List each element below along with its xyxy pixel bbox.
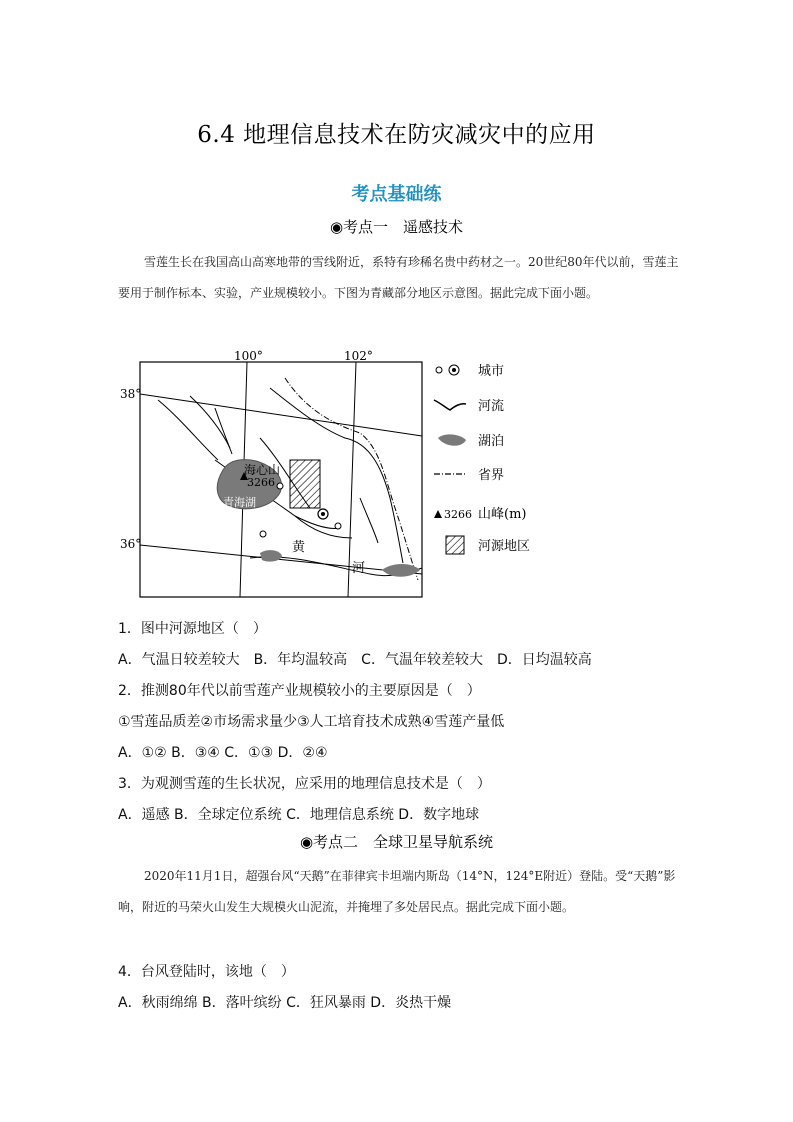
- legend-source-area: 河源地区: [478, 539, 531, 554]
- river-label-2: 河: [352, 561, 366, 576]
- intro-paragraph-1: 雪莲生长在我国高山高寒地带的雪线附近，系特有珍稀名贵中药材之一。20世纪80年代以前，雪莲主要用于制作标本、实验，产业规模较小。下图为青藏部分地区示意图。据此完成下面小题。: [118, 255, 679, 300]
- question-4-options: A．秋雨绵绵 B．落叶缤纷 C．狂风暴雨 D．炎热干燥: [118, 995, 452, 1011]
- question-2-statements: ①雪莲品质差②市场需求量少③人工培育技术成熟④雪莲产量低: [118, 714, 505, 730]
- lat-label-38: 38°: [120, 387, 142, 401]
- question-3-options: A．遥感 B．全球定位系统 C．地理信息系统 D．数字地球: [118, 807, 480, 823]
- city-marker: [260, 531, 266, 537]
- page-title: 6.4 地理信息技术在防灾减灾中的应用: [197, 122, 596, 148]
- city-marker: [335, 523, 341, 529]
- legend-river: 河流: [478, 399, 505, 414]
- section-heading-1: ◉考点一 遥感技术: [329, 218, 464, 236]
- lon-label-102: 102°: [344, 349, 373, 363]
- legend-border: 省界: [478, 468, 505, 483]
- lake-icon: [438, 434, 466, 445]
- river-icon: [434, 400, 466, 410]
- river-label-1: 黄: [292, 540, 306, 555]
- intro-paragraph-2: 2020年11月1日，超强台风“天鹅”在菲律宾卡坦端内斯岛（14°N，124°E附近）登陆。受“天鹅”影响，附近的马荣火山发生大规模火山泥流，并掩埋了多处居民点。据此完成下面小题。: [118, 869, 676, 914]
- question-1: 1．图中河源地区（ ）: [118, 621, 267, 637]
- map-legend: [434, 364, 530, 554]
- question-2-options: A．①② B．③④ C．①③ D．②④: [118, 745, 328, 761]
- capital-marker-dot: [321, 512, 325, 516]
- legend-city: 城市: [478, 364, 505, 379]
- legend-lake: 湖泊: [478, 434, 505, 449]
- question-3: 3．为观测雪莲的生长状况，应采用的地理信息技术是（ ）: [118, 776, 491, 792]
- lon-label-100: 100°: [234, 349, 263, 363]
- city-marker: [277, 483, 283, 489]
- peak-icon: [434, 510, 442, 518]
- lat-label-36: 36°: [120, 537, 142, 551]
- question-4: 4．台风登陆时，该地（ ）: [118, 964, 295, 980]
- section-heading-2: ◉考点二 全球卫星导航系统: [299, 833, 494, 851]
- map-svg: [120, 348, 550, 603]
- source-area-icon: [446, 536, 464, 554]
- section-subtitle: 考点基础练: [351, 184, 442, 205]
- lake-label: 青海湖: [223, 496, 256, 509]
- question-2: 2．推测80年代以前雪莲产业规模较小的主要原因是（ ）: [118, 683, 481, 699]
- legend-peak: 山峰(m): [478, 507, 527, 522]
- peak-elevation-label: 3266: [247, 476, 275, 489]
- qinghai-map-figure: [120, 348, 550, 603]
- mountain-label: 海心山: [244, 463, 281, 477]
- river-source-area: [290, 460, 320, 508]
- question-1-options: A．气温日较差较大 B．年均温较高 C．气温年较差较大 D．日均温较高: [118, 652, 592, 668]
- city-icon: [436, 367, 442, 373]
- legend-peak-value: 3266: [444, 508, 472, 521]
